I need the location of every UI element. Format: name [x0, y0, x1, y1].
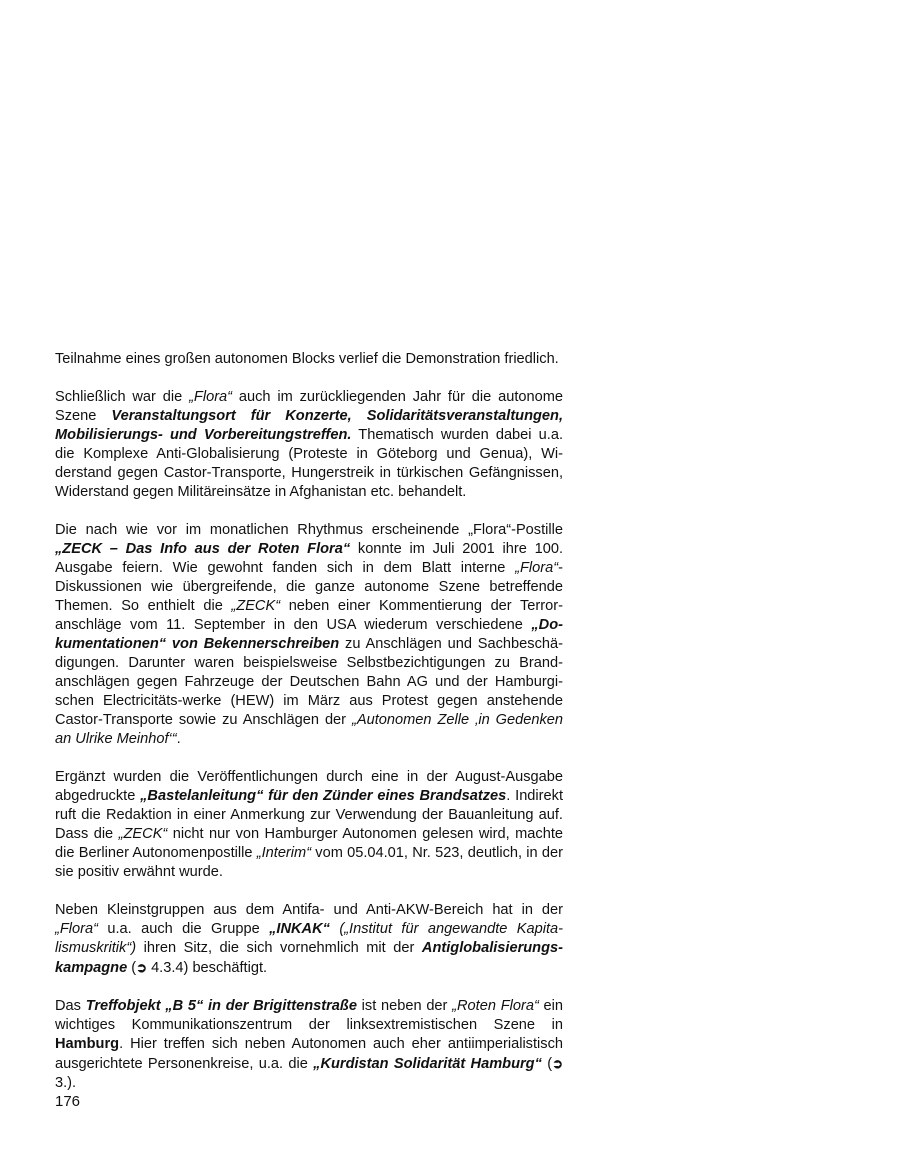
paragraph-5 [55, 901, 563, 978]
text-run: Teilnahme eines großen autonomen Blocks verlief die Demonstration friedlich. [55, 351, 559, 367]
text-run: „Kurdistan Solidarität Hamburg“ [313, 1056, 542, 1072]
text-run: . [176, 731, 181, 747]
text-run: 4.3.4) beschäftigt. [147, 960, 268, 976]
text-run: Schließlich war die [55, 389, 190, 405]
text-run: ( [541, 1056, 553, 1072]
paragraph-2 [55, 388, 563, 502]
text-run: „Autonomen Zelle ‚in Gedenken an Ulrike Meinhof‘“ [55, 712, 564, 747]
text-run: 3.). [55, 1075, 77, 1091]
page-number: 176 [55, 1093, 81, 1110]
text-run: ihren Sitz, die sich vornehmlich mit der [136, 940, 422, 956]
text-run: -Diskussionen wie übergreifende, die ganze autonome Szene betreffende Themen. So enthielt die [55, 560, 563, 614]
text-run: „Bastelanleitung“ für den Zünder eines Brandsatzes [140, 788, 507, 804]
text-run [330, 921, 339, 937]
text-run: u.a. auch die Gruppe [97, 921, 270, 937]
text-run: „Flora“ [189, 389, 233, 405]
paragraph-4 [55, 768, 563, 882]
text-run: „ZECK“ [118, 826, 168, 842]
text-run: Das [55, 998, 86, 1014]
text-run: konnte im Juli 2001 ihre 100. Ausgabe feiern. Wie gewohnt fanden sich in dem Blatt interne [55, 541, 563, 576]
text-run: zu Anschlägen und Sachbeschädigungen. Darunter waren beispielsweise Selbstbezichtigungen zu Brandanschlägen gegen Fahrzeuge der Deutschen Bahn AG und der Hamburgischen Electricitäts-werke (HEW) im März aus Protest gegen anstehende Castor-Transporte sowie zu Anschlägen der [55, 636, 563, 728]
text-run: „Roten Flora“ [452, 998, 539, 1014]
text-run: nicht nur von Hamburger Autonomen gelesen wird, machte die Berliner Autonomenpostille [55, 826, 563, 861]
paragraph-6 [55, 997, 563, 1093]
text-run: ist neben der [356, 998, 453, 1014]
text-run: „Flora“ [515, 560, 559, 576]
text-run: Veranstaltungsort für Konzerte, Solidaritätsveranstaltungen, Mobilisierungs- und Vorbereitungstreffen. [55, 408, 564, 443]
body-text [55, 350, 563, 1093]
text-run: („Institut für angewandte Kapitalismuskritik“) [55, 921, 564, 956]
text-run: Thematisch wurden dabei u.a. die Komplexe Anti-Globalisierung (Proteste in Göteborg und Genua), Widerstand gegen Castor-Transporte, Hungerstreik in türkischen Gefängnissen, Widerstand gegen Militäreinsätze in Afghanistan etc. behandelt. [55, 427, 563, 500]
text-run: Neben Kleinstgruppen aus dem Antifa- und Anti-AKW-Bereich hat in der [55, 902, 563, 918]
arrow-right-icon: ➲ [552, 1056, 563, 1071]
text-run: . Indirekt ruft die Redaktion in einer Anmerkung zur Verwendung der Bauanleitung auf. Dass die [55, 788, 563, 842]
text-run: . Hier treffen sich neben Autonomen auch eher antiimperialistisch ausgerichtete Personenkreise, u.a. die [55, 1036, 563, 1072]
text-run: Die nach wie vor im monatlichen Rhythmus erscheinende „Flora“-Postille [55, 522, 563, 538]
paragraph-3 [55, 521, 563, 749]
text-run: Antiglobalisierungskampagne [55, 940, 563, 976]
text-run: Hamburg [55, 1036, 120, 1052]
text-run: „Interim“ [256, 845, 312, 861]
text-run: „ZECK – Das Info aus der Roten Flora“ [55, 541, 351, 557]
text-run: vom 05.04.01, Nr. 523, deutlich, in der sie positiv erwähnt wurde. [55, 845, 563, 880]
text-run: „Flora“ [55, 921, 98, 937]
arrow-right-icon: ➲ [136, 960, 148, 975]
paragraph-1 [55, 350, 563, 369]
text-run: „ZECK“ [231, 598, 281, 614]
text-run: neben einer Kommentierung der Terroranschläge vom 11. September in den USA wiederum verschiedene [55, 598, 563, 633]
text-run: ( [127, 960, 137, 976]
text-run: „Dokumentationen“ von Bekennerschreiben [55, 617, 563, 652]
text-run: ein wichtiges Kommunikationszentrum der linksextremistischen Szene in [55, 998, 564, 1033]
text-run: „INKAK“ [269, 921, 330, 937]
text-run: auch im zurückliegenden Jahr für die autonome Szene [55, 389, 564, 424]
text-run: Ergänzt wurden die Veröffentlichungen durch eine in der August-Ausgabe abgedruckte [55, 769, 563, 804]
text-run: Treffobjekt „B 5“ in der Brigittenstraße [85, 998, 357, 1014]
